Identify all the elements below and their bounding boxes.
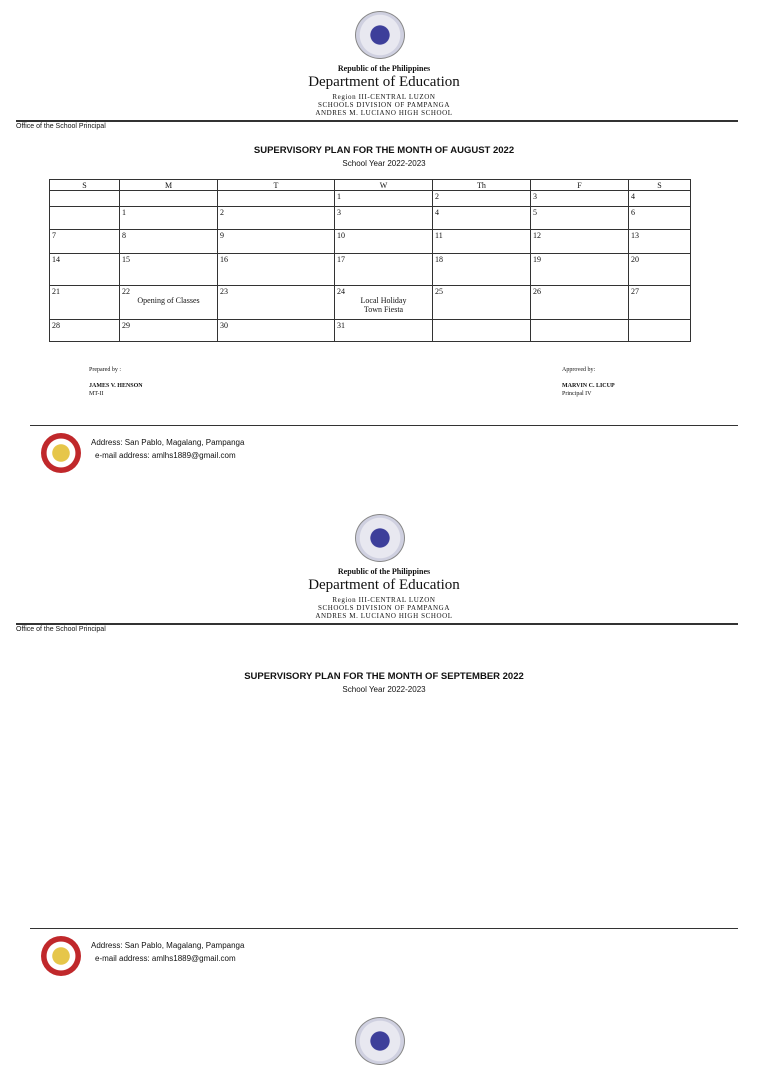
day-cell xyxy=(50,286,120,320)
day-number: 25 xyxy=(435,287,443,296)
day-number: 2 xyxy=(435,192,439,201)
header-divider xyxy=(16,120,738,122)
day-number: 3 xyxy=(533,192,537,201)
day-number: 11 xyxy=(435,231,443,240)
division-text: SCHOOLS DIVISION OF PAMPANGA xyxy=(317,604,450,612)
day-header: Th xyxy=(433,180,531,191)
day-cell xyxy=(335,254,433,286)
day-cell xyxy=(50,191,120,207)
day-cell xyxy=(531,191,629,207)
department-text: Department of Education xyxy=(308,74,460,90)
day-number: 17 xyxy=(337,255,345,264)
page-august xyxy=(0,0,768,503)
school-text: ANDRES M. LUCIANO HIGH SCHOOL xyxy=(315,109,453,117)
day-cell xyxy=(218,254,335,286)
day-number: 21 xyxy=(52,287,60,296)
day-number: 1 xyxy=(122,208,126,217)
division-text: SCHOOLS DIVISION OF PAMPANGA xyxy=(317,101,450,109)
day-number: 4 xyxy=(631,192,635,201)
event-note: Local Holiday xyxy=(360,296,407,305)
day-cell xyxy=(433,207,531,230)
day-number: 12 xyxy=(533,231,541,240)
week-row xyxy=(50,320,691,342)
department-text: Department of Education xyxy=(308,577,460,593)
day-number: 8 xyxy=(122,231,126,240)
footer-divider xyxy=(30,425,738,426)
day-cell xyxy=(629,230,691,254)
week-row xyxy=(50,207,691,230)
deped-seal-logo xyxy=(355,1017,405,1065)
day-header: S xyxy=(629,180,691,191)
header-divider xyxy=(16,623,738,625)
approved-label: Approved by: xyxy=(562,367,596,373)
day-cell xyxy=(120,254,218,286)
day-cell xyxy=(433,286,531,320)
region-text: Region III-CENTRAL LUZON xyxy=(332,93,436,101)
day-cell xyxy=(120,191,218,207)
page-september xyxy=(0,503,768,1006)
school-text: ANDRES M. LUCIANO HIGH SCHOOL xyxy=(315,612,453,620)
school-seal-logo xyxy=(41,936,81,976)
prepared-name: JAMES V. HENSON xyxy=(89,383,143,389)
week-row xyxy=(50,254,691,286)
day-cell xyxy=(629,254,691,286)
day-header: S xyxy=(50,180,120,191)
office-text: Office of the School Principal xyxy=(16,626,106,633)
week-row xyxy=(50,286,691,320)
week-row xyxy=(50,230,691,254)
email-text: e-mail address: amlhs1889@gmail.com xyxy=(95,451,236,460)
day-header: T xyxy=(218,180,335,191)
day-cell xyxy=(120,286,218,320)
day-number: 1 xyxy=(337,192,341,201)
day-cell xyxy=(335,191,433,207)
day-cell xyxy=(531,230,629,254)
day-number: 18 xyxy=(435,255,443,264)
day-header: M xyxy=(120,180,218,191)
day-cell xyxy=(218,207,335,230)
day-number: 22 xyxy=(122,287,130,296)
day-cell xyxy=(335,207,433,230)
day-cell xyxy=(531,286,629,320)
day-cell xyxy=(218,230,335,254)
day-header: W xyxy=(335,180,433,191)
day-cell xyxy=(433,230,531,254)
day-number: 27 xyxy=(631,287,639,296)
day-cell xyxy=(218,286,335,320)
republic-text: Republic of the Philippines xyxy=(337,567,431,576)
day-number: 10 xyxy=(337,231,345,240)
approved-name: MARVIN C. LICUP xyxy=(562,383,615,389)
approved-title: Principal IV xyxy=(562,391,592,397)
day-number: 16 xyxy=(220,255,228,264)
school-year: School Year 2022-2023 xyxy=(342,159,426,168)
day-cell xyxy=(50,320,120,342)
day-cell xyxy=(120,320,218,342)
day-cell xyxy=(218,191,335,207)
email-text: e-mail address: amlhs1889@gmail.com xyxy=(95,954,236,963)
address-text: Address: San Pablo, Magalang, Pampanga xyxy=(91,941,245,950)
day-cell xyxy=(629,320,691,342)
calendar-table xyxy=(49,179,691,342)
republic-text: Republic of the Philippines xyxy=(337,64,431,73)
day-number: 29 xyxy=(122,321,130,330)
address-text: Address: San Pablo, Magalang, Pampanga xyxy=(91,438,245,447)
day-cell xyxy=(629,191,691,207)
day-cell xyxy=(50,230,120,254)
day-cell xyxy=(50,207,120,230)
day-number: 19 xyxy=(533,255,541,264)
day-number: 28 xyxy=(52,321,60,330)
prepared-label: Prepared by : xyxy=(89,367,121,373)
day-number: 30 xyxy=(220,321,228,330)
deped-seal-logo xyxy=(355,11,405,59)
prepared-title: MT-II xyxy=(89,391,104,397)
day-cell xyxy=(629,286,691,320)
plan-title: SUPERVISORY PLAN FOR THE MONTH OF AUGUST 2022 xyxy=(253,145,515,156)
event-note: Town Fiesta xyxy=(363,305,404,314)
day-cell xyxy=(433,254,531,286)
day-number: 13 xyxy=(631,231,639,240)
day-number: 6 xyxy=(631,208,635,217)
day-number: 20 xyxy=(631,255,639,264)
school-seal-logo xyxy=(41,433,81,473)
region-text: Region III-CENTRAL LUZON xyxy=(332,596,436,604)
day-cell xyxy=(531,254,629,286)
day-cell xyxy=(629,207,691,230)
day-number: 15 xyxy=(122,255,130,264)
day-number: 5 xyxy=(533,208,537,217)
day-number: 7 xyxy=(52,231,56,240)
event-note: Opening of Classes xyxy=(137,296,200,305)
day-cell xyxy=(218,320,335,342)
day-number: 14 xyxy=(52,255,60,264)
day-number: 26 xyxy=(533,287,541,296)
day-number: 2 xyxy=(220,208,224,217)
plan-title: SUPERVISORY PLAN FOR THE MONTH OF SEPTEMBER 2022 xyxy=(244,671,524,682)
day-cell xyxy=(433,320,531,342)
day-number: 3 xyxy=(337,208,341,217)
day-number: 9 xyxy=(220,231,224,240)
day-cell xyxy=(120,230,218,254)
deped-seal-logo xyxy=(355,514,405,562)
day-cell xyxy=(433,191,531,207)
day-cell xyxy=(335,230,433,254)
day-number: 23 xyxy=(220,287,228,296)
day-number: 31 xyxy=(337,321,345,330)
day-number: 4 xyxy=(435,208,439,217)
day-header: F xyxy=(531,180,629,191)
school-year: School Year 2022-2023 xyxy=(342,685,426,694)
footer-divider xyxy=(30,928,738,929)
day-cell xyxy=(335,286,433,320)
day-number: 24 xyxy=(337,287,345,296)
office-text: Office of the School Principal xyxy=(16,123,106,130)
day-cell xyxy=(531,320,629,342)
day-cell xyxy=(50,254,120,286)
week-row xyxy=(50,191,691,207)
day-cell xyxy=(335,320,433,342)
day-cell xyxy=(120,207,218,230)
day-cell xyxy=(531,207,629,230)
